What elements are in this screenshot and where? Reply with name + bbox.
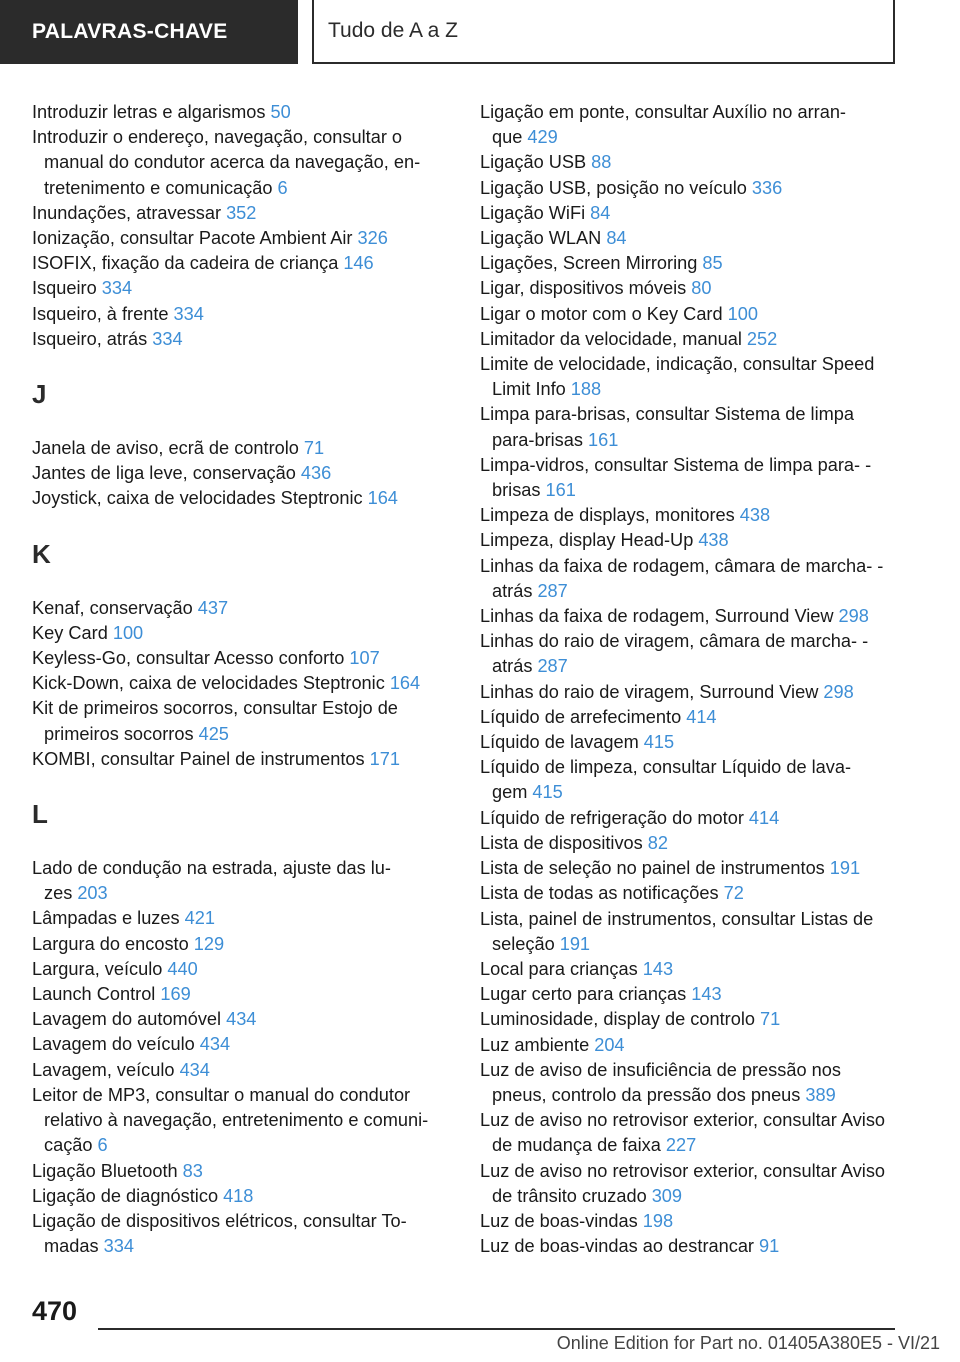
index-entry [32,646,452,671]
index-page-link[interactable]: 425 [198,723,229,744]
index-column-left [32,100,452,1259]
index-entry-text: Kenaf, conservação [32,597,193,618]
index-entry-text: Linhas da faixa de rodagem, câmara de marcha- -atrás [480,555,884,601]
index-entry-text: Ligações, Screen Mirroring [480,253,698,274]
index-entry [480,1007,900,1032]
index-page-link[interactable]: 107 [349,648,380,669]
index-page-link[interactable]: 80 [691,278,712,299]
index-column-right [480,100,900,1259]
index-entry-text: Luz de aviso no retrovisor exterior, consultar Aviso de trânsito cruzado [480,1160,886,1206]
index-entry [32,276,452,301]
index-entry [480,705,900,730]
index-entry [32,1032,452,1057]
index-entry [480,957,900,982]
index-entry-text: Isqueiro [32,278,97,299]
index-entry [32,226,452,251]
index-entry-text: Luz ambiente [480,1034,590,1055]
index-entry-text: Keyless-Go, consultar Acesso conforto [32,648,345,669]
index-entry [480,982,900,1007]
index-page-link[interactable]: 143 [642,958,674,979]
index-entry [32,1159,452,1184]
index-page-link[interactable]: 198 [642,1210,674,1231]
index-page-link[interactable]: 146 [343,253,374,274]
index-page-link[interactable]: 85 [702,253,723,274]
index-entry [480,503,900,528]
index-page-link[interactable]: 227 [665,1135,697,1156]
index-page-link[interactable]: 298 [823,681,854,702]
index-entry-text: Lavagem, veículo [32,1059,175,1080]
index-page-link[interactable]: 164 [367,488,398,509]
index-letter-heading: J [32,379,47,410]
index-page-link[interactable]: 334 [173,303,204,324]
index-page-link[interactable]: 6 [97,1135,108,1156]
index-entry [480,730,900,755]
index-entry-text: Inundações, atravessar [32,202,222,223]
index-entry-text: Ligação Bluetooth [32,1160,178,1181]
index-entry-text: Luz de boas-vindas ao destrancar [480,1236,754,1257]
index-entry-text: Isqueiro, à frente [32,303,169,324]
index-entry [480,327,900,352]
footer-divider [98,1328,895,1330]
index-page-link[interactable]: 100 [727,303,758,324]
index-page-link[interactable]: 72 [723,883,744,904]
index-page-link[interactable]: 171 [369,748,400,769]
index-page-link[interactable]: 309 [651,1185,683,1206]
index-entry [32,747,452,772]
index-page-link[interactable]: 161 [545,480,576,501]
index-page-link[interactable]: 418 [223,1185,254,1206]
index-page-link[interactable]: 437 [197,597,229,618]
index-entry [32,856,452,906]
index-page-link[interactable]: 287 [537,656,568,677]
index-page-link[interactable]: 50 [270,102,291,122]
index-page-link[interactable]: 191 [829,858,861,879]
index-page-link[interactable]: 84 [590,202,611,223]
index-entry-text: Linhas do raio de viragem, câmara de marcha- -atrás [480,631,869,677]
index-page-link[interactable]: 326 [357,228,388,249]
index-entry [480,881,900,906]
index-entry [480,100,900,150]
index-entry-text: Linhas da faixa de rodagem, Surround View [480,606,834,627]
index-page-link[interactable]: 252 [746,328,778,349]
index-entry [480,629,900,679]
index-page-link[interactable]: 84 [606,228,627,249]
index-entry-text: Joystick, caixa de velocidades Steptronic [32,488,363,509]
index-entry [480,554,900,604]
index-entry [32,982,452,1007]
index-entry [480,226,900,251]
index-entry [480,856,900,881]
index-entry [32,932,452,957]
index-entry-text: Ligar, dispositivos móveis [480,278,687,299]
index-entry-text: Ligação USB, posição no veículo [480,177,747,198]
index-entry [480,1108,900,1158]
index-entry-text: Líquido de limpeza, consultar Líquido de lava-gem [480,757,852,803]
index-entry [32,1184,452,1209]
index-entry [480,1033,900,1058]
index-entry-text: Ligar o motor com o Key Card [480,303,723,324]
index-entry-text: Luz de boas-vindas [480,1210,638,1231]
index-entry-text: Kit de primeiros socorros, consultar Estojo de primeiros socorros [32,698,398,744]
index-entry [32,596,452,621]
index-page-link[interactable]: 334 [103,1236,134,1257]
index-entry-text: Limpeza, display Head-Up [480,530,694,551]
index-page-link[interactable]: 434 [226,1009,257,1030]
index-entry-text: KOMBI, consultar Painel de instrumentos [32,748,365,769]
index-entry-text: Largura do encosto [32,933,189,954]
index-entry [480,755,900,805]
index-entry-text: Ligação de dispositivos elétricos, consultar To-madas [32,1210,407,1257]
index-entry-text: Ligação WiFi [480,202,586,223]
index-entry-text: Launch Control [32,984,156,1005]
index-entry [480,276,900,301]
index-entry [32,1058,452,1083]
index-entry-text: Lista de seleção no painel de instrumentos [480,858,825,879]
index-entry-text: Lista de dispositivos [480,832,643,853]
index-page-link[interactable]: 334 [152,328,183,349]
index-entry [32,201,452,226]
index-letter-heading: K [32,538,51,569]
footer-edition: Online Edition for Part no. 01405A380E5 - VI/21 [556,1333,940,1353]
index-page-link[interactable]: 434 [179,1059,210,1080]
index-entry [480,604,900,629]
index-page-link[interactable]: 429 [527,127,558,148]
index-page-link[interactable]: 169 [160,984,191,1005]
index-page-link[interactable]: 438 [739,505,771,526]
index-page-link[interactable]: 203 [77,883,108,904]
index-page-link[interactable]: 204 [594,1034,625,1055]
index-entry [480,150,900,175]
index-entry [32,696,452,746]
index-entry [480,528,900,553]
index-entry [32,1083,452,1159]
index-entry [480,176,900,201]
index-page-link[interactable]: 336 [751,177,783,198]
index-entry-text: Limite de velocidade, indicação, consultar Speed Limit Info [480,354,875,400]
index-page-link[interactable]: 191 [559,933,591,954]
index-entry-text: Local para crianças [480,958,638,979]
index-page-link[interactable]: 414 [686,706,717,727]
index-page-link[interactable]: 421 [184,908,215,929]
index-entry-text: Ligação WLAN [480,228,602,249]
index-entry [480,806,900,831]
index-page-link[interactable]: 298 [838,606,869,627]
index-page-link[interactable]: 440 [167,958,198,979]
index-entry-text: Limpa-vidros, consultar Sistema de limpa para- -brisas [480,454,872,501]
chapter-title-box [312,0,895,64]
index-entry-text: Lâmpadas e luzes [32,908,180,929]
index-entry-text: Lavagem do veículo [32,1034,195,1055]
index-page-link[interactable]: 71 [760,1009,781,1030]
index-entry-text: Ionização, consultar Pacote Ambient Air [32,228,353,249]
index-entry-text: Linhas do raio de viragem, Surround View [480,681,819,702]
index-page-link[interactable]: 287 [537,580,568,601]
index-entry [32,327,452,352]
index-entry-text: Luz de aviso no retrovisor exterior, consultar Aviso de mudança de faixa [480,1110,886,1156]
index-entry-text: Introduzir letras e algarismos [32,102,266,122]
index-entry-text: Ligação USB [480,152,587,173]
index-page-link[interactable]: 6 [277,177,288,198]
index-entry [480,453,900,503]
index-entry [32,671,452,696]
index-entry-text: Luz de aviso de insuficiência de pressão nos pneus, controlo da pressão dos pneus [480,1059,841,1105]
index-entry [480,907,900,957]
index-entry-text: Líquido de lavagem [480,732,639,753]
index-entry [480,831,900,856]
index-entry [32,1007,452,1032]
index-page-link[interactable]: 100 [112,622,144,643]
index-entry [480,680,900,705]
index-entry-text: Kick-Down, caixa de velocidades Steptronic [32,673,385,694]
index-letter-heading: L [32,799,48,830]
index-entry-text: Lugar certo para crianças [480,984,687,1005]
index-entry [480,402,900,452]
index-entry-text: Líquido de refrigeração do motor [480,807,744,828]
index-page-link[interactable]: 334 [101,278,133,299]
index-page-link[interactable]: 143 [691,984,722,1005]
index-page-link[interactable]: 88 [591,152,612,173]
index-page-link[interactable]: 91 [759,1236,780,1257]
index-entry-text: Jantes de liga leve, conservação [32,463,296,484]
index-page-link[interactable]: 352 [226,202,257,223]
index-entry-text: Isqueiro, atrás [32,328,148,349]
index-entry [480,1058,900,1108]
index-entry [32,461,452,486]
index-page-link[interactable]: 389 [805,1084,836,1105]
index-page-link[interactable]: 161 [587,429,619,450]
index-entry-text: Ligação de diagnóstico [32,1185,219,1206]
index-page-link[interactable]: 415 [532,782,563,803]
index-entry [480,1209,900,1234]
index-entry [32,125,452,201]
index-entry [480,1234,900,1259]
index-entry [32,957,452,982]
index-page-link[interactable]: 438 [698,530,729,551]
index-page-link[interactable]: 436 [300,463,332,484]
index-entry-text: Largura, veículo [32,958,163,979]
index-page-link[interactable]: 414 [748,807,780,828]
index-entry [32,302,452,327]
index-entry-text: Limitador da velocidade, manual [480,328,742,349]
index-entry [480,1159,900,1209]
index-entry-text: Ligação em ponte, consultar Auxílio no arran-que [480,102,846,148]
index-entry-text: Key Card [32,622,108,643]
index-page-link[interactable]: 82 [647,832,668,853]
index-entry-text: Leitor de MP3, consultar o manual do condutor relativo à navegação, entretenimento e comuni-cação [32,1084,429,1156]
index-page-link[interactable]: 164 [389,673,421,694]
index-entry [32,486,452,511]
index-entry [32,251,452,276]
index-page-link[interactable]: 434 [199,1034,231,1055]
index-page-link[interactable]: 415 [643,732,675,753]
index-page-link[interactable]: 129 [193,933,225,954]
index-page-link[interactable]: 188 [570,379,602,400]
index-entry [32,906,452,931]
index-entry-text: Limpeza de displays, monitores [480,505,735,526]
index-entry [32,621,452,646]
index-entry-text: Luminosidade, display de controlo [480,1009,756,1030]
index-entry-text: Lado de condução na estrada, ajuste das lu-zes [32,858,391,904]
chapter-title: Tudo de A a Z [328,19,458,42]
index-entry-text: Líquido de arrefecimento [480,706,682,727]
index-entry [480,352,900,402]
index-page-link[interactable]: 83 [182,1160,203,1181]
index-entry [32,1209,452,1259]
page-number: 470 [32,1296,78,1326]
index-entry-text: Lavagem do automóvel [32,1009,222,1030]
index-entry-text: Lista, painel de instrumentos, consultar Listas de seleção [480,908,874,954]
index-page-link[interactable]: 71 [303,438,325,459]
section-label: PALAVRAS-CHAVE [32,20,228,43]
index-entry-text: Janela de aviso, ecrã de controlo [32,438,299,459]
index-entry [32,436,452,461]
index-entry-text: ISOFIX, fixação da cadeira de criança [32,253,339,274]
index-entry [480,251,900,276]
index-entry [32,100,452,125]
index-entry-text: Lista de todas as notificações [480,883,719,904]
index-entry-text: Introduzir o endereço, navegação, consultar o manual do condutor acerca da navegação, en-tretenimento e comunicação [32,127,421,198]
index-entry-text: Limpa para-brisas, consultar Sistema de limpa para-brisas [480,404,855,450]
index-entry [480,302,900,327]
index-entry [480,201,900,226]
section-tab [0,0,298,64]
